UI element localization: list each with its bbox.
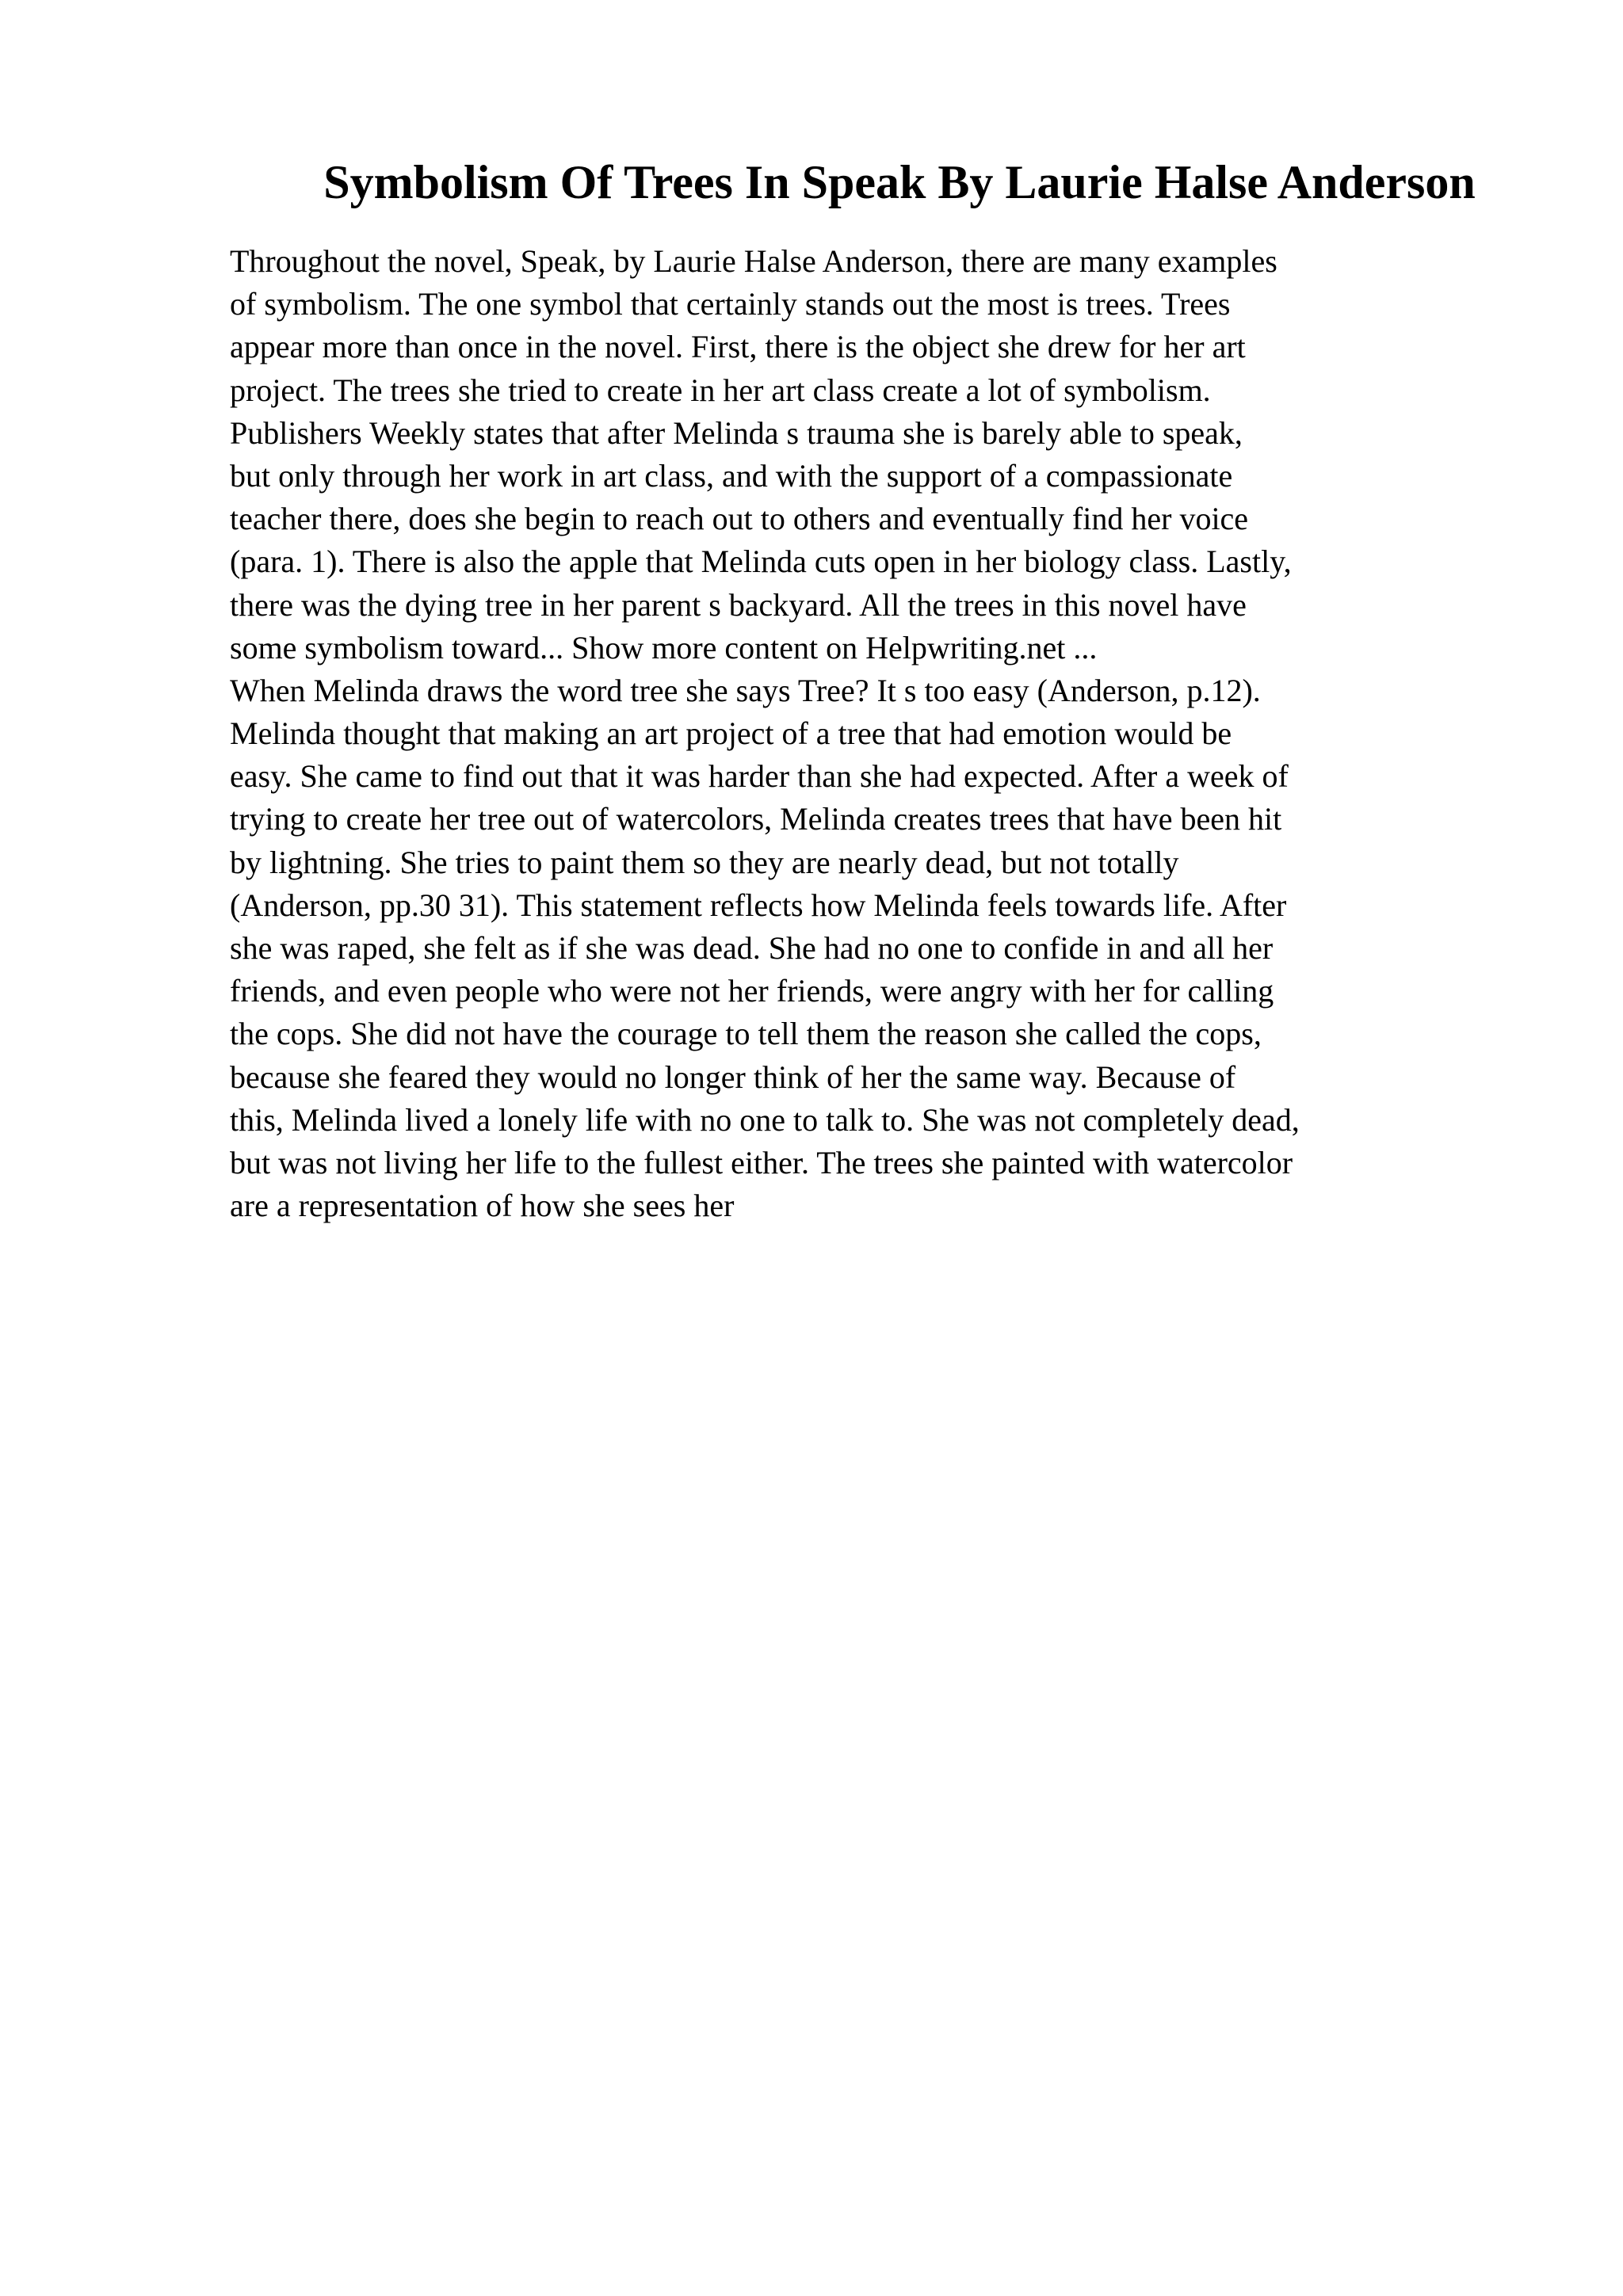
body-line: (para. 1). There is also the apple that Melinda cuts open in her biology class. Lastly, <box>230 543 1292 580</box>
body-line: trying to create her tree out of watercolors, Melinda creates trees that have been hit <box>230 801 1282 837</box>
body-line: teacher there, does she begin to reach out to others and eventually find her voice <box>230 501 1249 537</box>
body-line: there was the dying tree in her parent s backyard. All the trees in this novel have <box>230 586 1247 623</box>
body-line: the cops. She did not have the courage to tell them the reason she called the cops, <box>230 1016 1262 1052</box>
body-line: Publishers Weekly states that after Melinda s trauma she is barely able to speak, <box>230 414 1243 451</box>
body-line: but was not living her life to the fullest either. The trees she painted with watercolor <box>230 1144 1293 1180</box>
body-line: Throughout the novel, Speak, by Laurie Halse Anderson, there are many examples <box>230 243 1277 279</box>
body-line: appear more than once in the novel. First, there is the object she drew for her art <box>230 329 1246 365</box>
body-line: she was raped, she felt as if she was dead. She had no one to confide in and all her <box>230 930 1274 966</box>
body-line: project. The trees she tried to create in her art class create a lot of symbolism. <box>230 372 1211 408</box>
body-line: (Anderson, pp.30 31). This statement reflects how Melinda feels towards life. After <box>230 887 1287 923</box>
document-title: Symbolism Of Trees In Speak By Laurie Halse Anderson <box>323 156 1476 208</box>
body-line: but only through her work in art class, and with the support of a compassionate <box>230 457 1233 494</box>
body-line: easy. She came to find out that it was harder than she had expected. After a week of <box>230 758 1289 795</box>
body-line: because she feared they would no longer think of her the same way. Because of <box>230 1058 1236 1095</box>
body-line: this, Melinda lived a lonely life with no one to talk to. She was not completely dead, <box>230 1101 1300 1138</box>
body-line: by lightning. She tries to paint them so they are nearly dead, but not totally <box>230 844 1179 880</box>
body-line: friends, and even people who were not her friends, were angry with her for calling <box>230 973 1274 1009</box>
body-line: Melinda thought that making an art project of a tree that had emotion would be <box>230 715 1232 752</box>
body-line: When Melinda draws the word tree she says Tree? It s too easy (Anderson, p.12). <box>230 672 1261 708</box>
body-line: some symbolism toward... Show more content on Helpwriting.net ... <box>230 629 1098 666</box>
body-line: of symbolism. The one symbol that certainly stands out the most is trees. Trees <box>230 286 1231 322</box>
document-body <box>230 240 1514 1227</box>
body-line: are a representation of how she sees her <box>230 1188 735 1224</box>
